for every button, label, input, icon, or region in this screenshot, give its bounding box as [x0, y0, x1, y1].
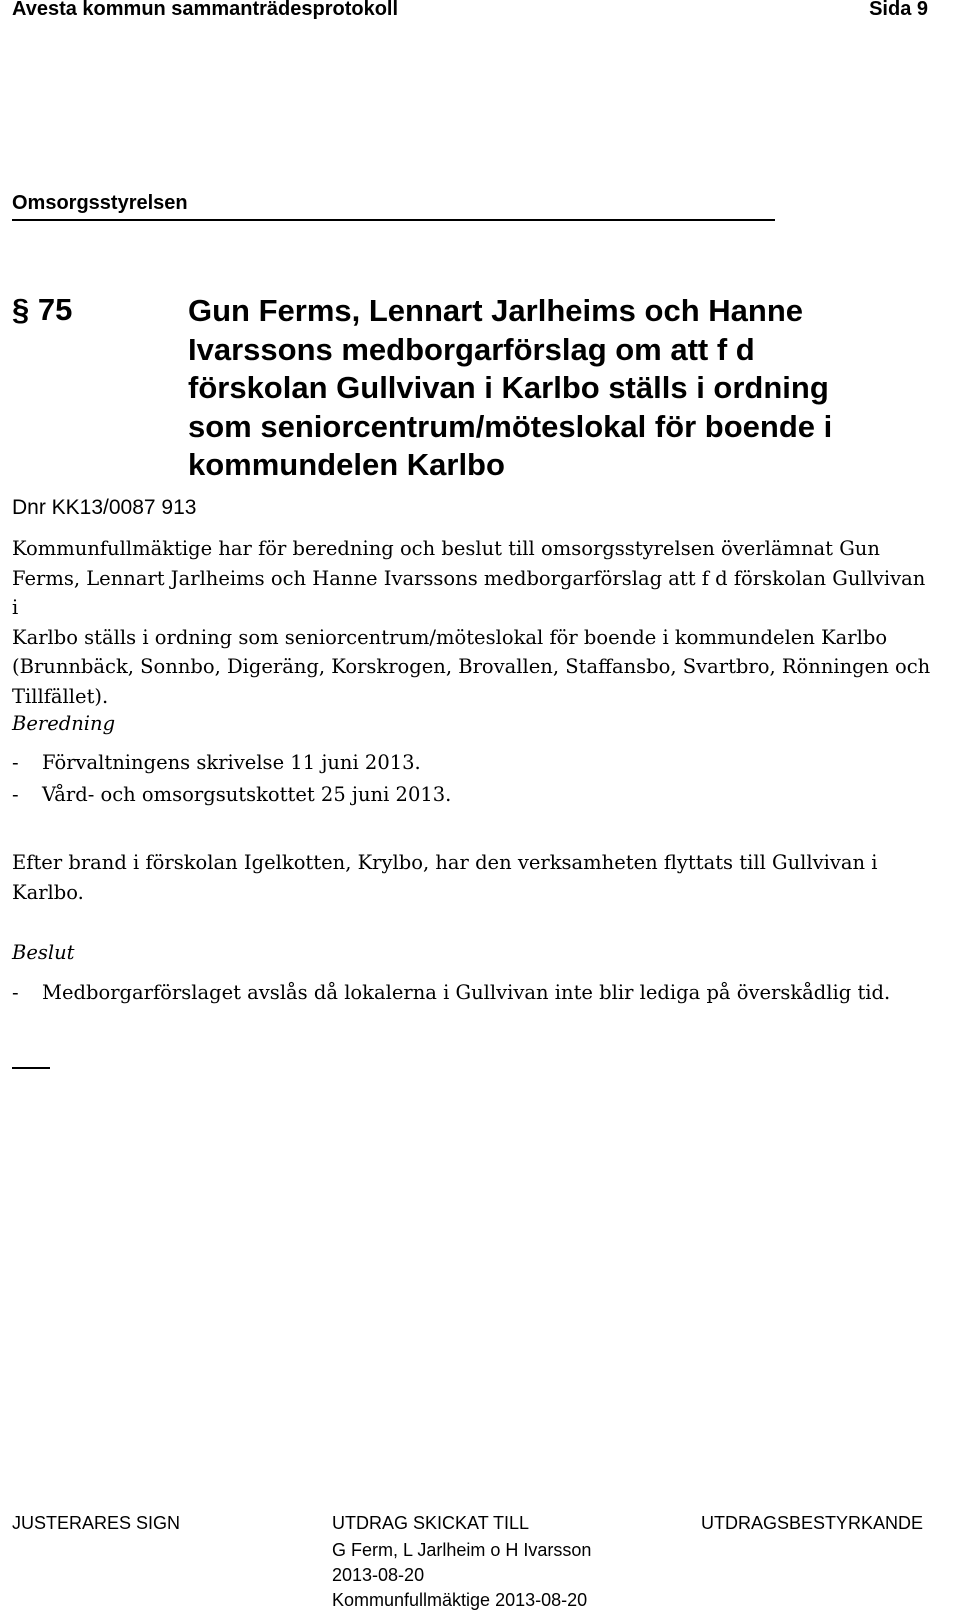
paragraph-title [188, 292, 908, 485]
text-line: Kommunfullmäktige har för beredning och beslut till omsorgsstyrelsen överlämnat Gun [12, 537, 880, 560]
beredning-item [12, 780, 451, 810]
list-dash: - [12, 981, 19, 1004]
paragraph-title-line: förskolan Gullvivan i Karlbo ställs i ordning [188, 370, 829, 405]
paragraph-title-line: kommundelen Karlbo [188, 447, 505, 482]
committee-name: Omsorgsstyrelsen [12, 192, 188, 214]
text-line: Efter brand i förskolan Igelkotten, Krylbo, har den verksamheten flyttats till Gullvivan i [12, 851, 878, 874]
footer-certify-label: UTDRAGSBESTYRKANDE [701, 1513, 924, 1533]
beredning-item-text: Vård- och omsorgsutskottet 25 juni 2013. [42, 783, 452, 806]
footer-sent-label: UTDRAG SKICKAT TILL [332, 1513, 530, 1533]
intro-paragraph [12, 534, 932, 711]
text-line: (Brunnbäck, Sonnbo, Digeräng, Korskrogen, Brovallen, Staffansbo, Svartbro, Rönningen och [12, 655, 931, 678]
footer-sent-date: 2013-08-20 [332, 1565, 425, 1585]
list-dash: - [12, 783, 19, 806]
paragraph-title-line: Gun Ferms, Lennart Jarlheims och Hanne [188, 293, 803, 328]
text-line: Karlbo ställs i ordning som seniorcentrum/möteslokal för boende i kommundelen Karlbo [12, 625, 888, 649]
footer-council: Kommunfullmäktige 2013-08-20 [332, 1590, 588, 1610]
list-dash: - [12, 751, 19, 774]
page-number: Sida 9 [869, 0, 928, 20]
background-paragraph [12, 848, 912, 907]
beslut-heading: Beslut [12, 941, 75, 964]
beredning-item [12, 748, 421, 778]
committee-underline [12, 219, 775, 221]
document-header-title: Avesta kommun sammanträdesprotokoll [12, 0, 399, 20]
footer-sign-label: JUSTERARES SIGN [12, 1513, 181, 1533]
text-line: Karlbo. [12, 880, 84, 904]
beslut-item-text: Medborgarförslaget avslås då lokalerna i Gullvivan inte blir lediga på överskådlig tid. [42, 981, 891, 1004]
paragraph-title-line: som seniorcentrum/möteslokal för boende i [188, 408, 833, 444]
footer-recipients: G Ferm, L Jarlheim o H Ivarsson [332, 1540, 592, 1560]
beredning-heading: Beredning [12, 712, 116, 735]
section-end-rule [12, 1067, 50, 1069]
paragraph-number: § 75 [12, 292, 73, 327]
diary-number: Dnr KK13/0087 913 [12, 496, 197, 519]
text-line: Ferms, Lennart Jarlheims och Hanne Ivarssons medborgarförslag att f d förskolan Gullvivan i [12, 566, 926, 619]
beredning-item-text: Förvaltningens skrivelse 11 juni 2013. [42, 751, 421, 774]
beslut-item [12, 978, 890, 1008]
text-line: Tillfället). [12, 684, 109, 708]
paragraph-title-line: Ivarssons medborgarförslag om att f d [188, 331, 755, 367]
